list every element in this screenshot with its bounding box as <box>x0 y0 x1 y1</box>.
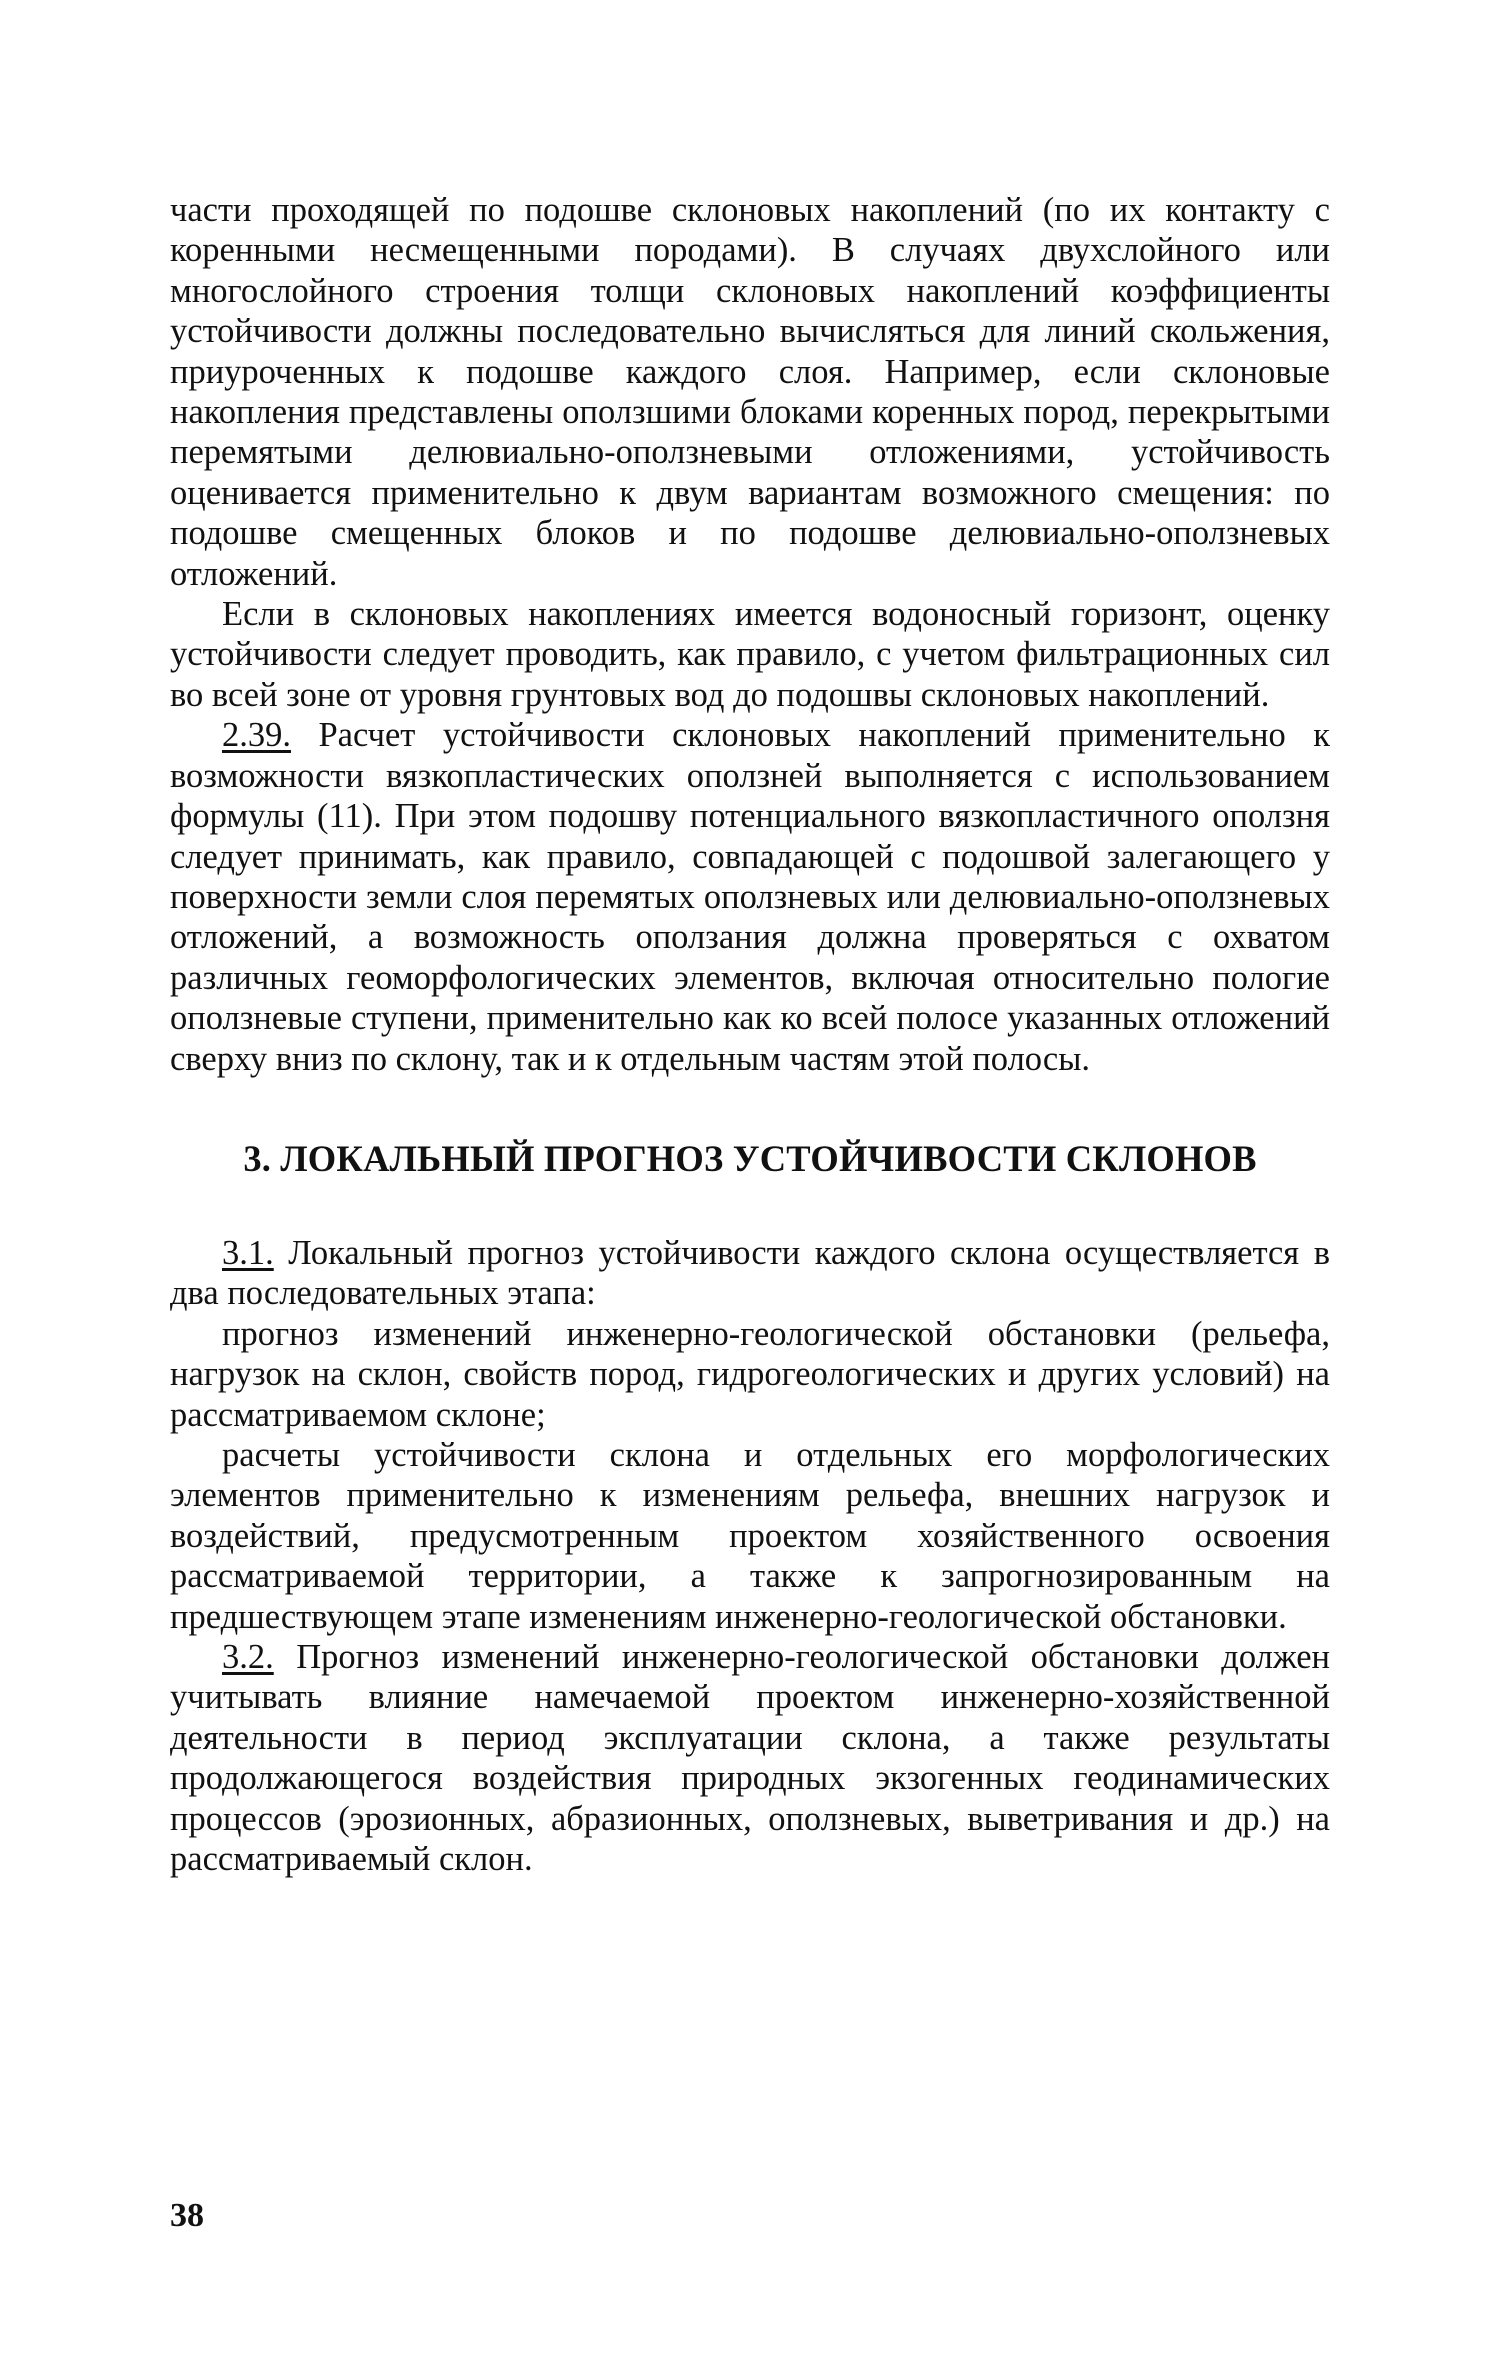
paragraph-aquifer: Если в склоновых накоплениях имеется водоносный горизонт, оценку устойчивости следует проводить, как правило, с учетом фильтрационных сил во всей зоне от уровня грунтовых вод до подошвы склоновых накоплений. <box>170 595 1330 714</box>
paragraph-text: Локальный прогноз устойчивости каждого склона осуществляется в два последовательных этапа: <box>170 1233 1330 1313</box>
paragraph-stage-2: расчеты устойчивости склона и отдельных его морфологических элементов применительно к изменениям рельефа, внешних нагрузок и воздействий, предусмотренным проектом хозяйственного освоения рассматриваемой территории, а также к запрогнозированным на предшествующем этапе изменениям инженерно-геологической обстановки. <box>170 1435 1330 1636</box>
paragraph-number: 2.39. <box>222 716 291 755</box>
paragraph-stage-1: прогноз изменений инженерно-геологической обстановки (рельефа, нагрузок на склон, свойств пород, гидрогеологических и других условий) на рассматриваемом склоне; <box>170 1314 1330 1434</box>
paragraph-number: 3.1. <box>222 1233 274 1272</box>
paragraph-continuation: части проходящей по подошве склоновых накоплений (по их контакту с коренными несмещенными породами). В случаях двухслойного или многослойного строения толщи склоновых накоплений коэффициенты устойчивости должны последовательно вычисляться для линий скольжения, приуроченных к подошве каждого слоя. Например, если склоновые накопления представлены оползшими блоками коренных пород, перекрытыми перемятыми делювиально-оползневыми отложениями, устойчивость оценивается применительно к двум вариантам возможного смещения: по подошве смещенных блоков и по подошве делювиально-оползневых отложений. <box>170 191 1330 593</box>
paragraph-number: 3.2. <box>222 1638 274 1676</box>
paragraph-3-1 <box>170 1233 1330 1314</box>
paragraph-2-39 <box>170 715 1330 1079</box>
page-number: 38 <box>170 2197 204 2234</box>
paragraph-3-2 <box>170 1637 1330 1879</box>
page-body <box>170 190 1330 1879</box>
paragraph-text: Расчет устойчивости склоновых накоплений применительно к возможности вязкопластических оползней выполняется с использованием формулы (11). При этом подошву потенциального вязкопластичного оползня следует принимать, как правило, совпадающей с подошвой залегающего у поверхности земли слоя перемятых оползневых или делювиально-оползневых отложений, а возможность оползания должна проверяться с охватом различных геоморфологических элементов, включая относительно пологие оползневые ступени, применительно как ко всей полосе указанных отложений сверху вниз по склону, так и к отдельным частям этой полосы. <box>170 716 1330 1078</box>
section-heading: 3. ЛОКАЛЬНЫЙ ПРОГНОЗ УСТОЙЧИВОСТИ СКЛОНОВ <box>243 1137 1257 1179</box>
paragraph-text: Прогноз изменений инженерно-геологической обстановки должен учитывать влияние намечаемой проектом инженерно-хозяйственной деятельности в период эксплуатации склона, а также результаты продолжающегося воздействия природных экзогенных геодинамических процессов (эрозионных, абразионных, оползневых, выветривания и др.) на рассматриваемый склон. <box>170 1638 1330 1879</box>
